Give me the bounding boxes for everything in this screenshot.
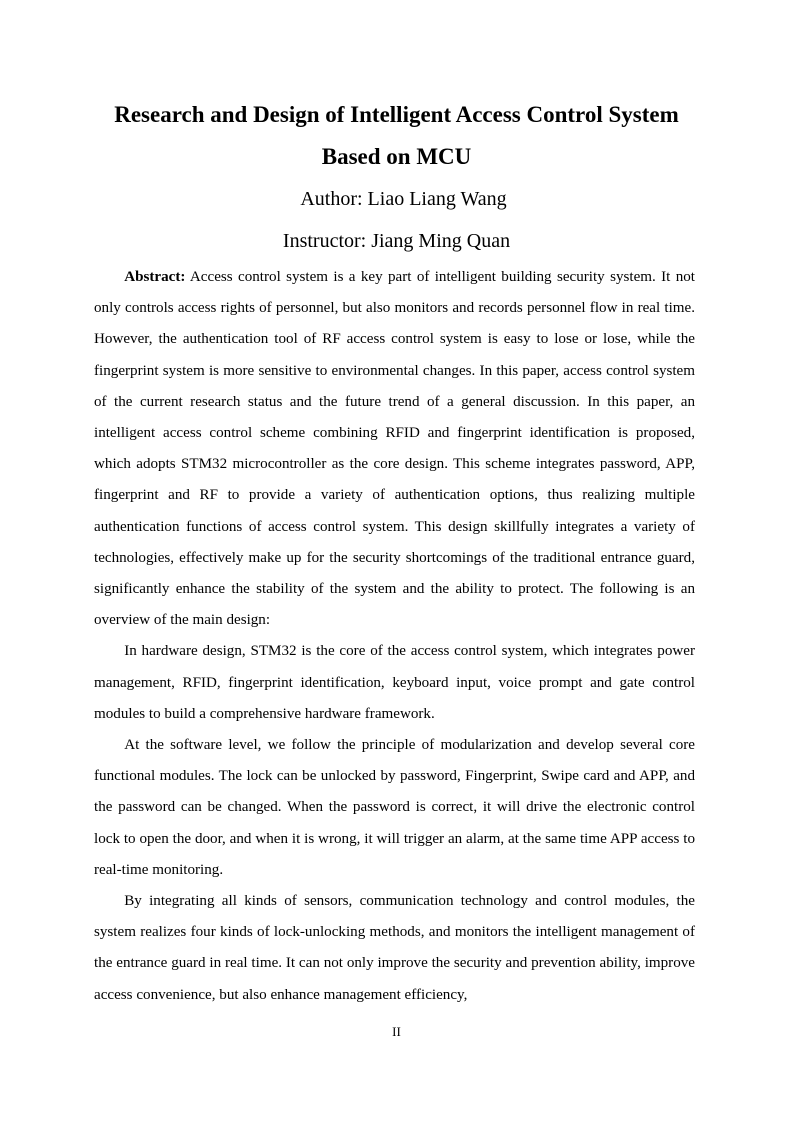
author-line: Author: Liao Liang Wang (300, 188, 507, 210)
abstract-label: Abstract: (124, 269, 186, 285)
body-text (94, 262, 695, 1011)
page-number: II (392, 1024, 401, 1039)
paragraph-hardware: In hardware design, STM32 is the core of the access control system, which integrates power management, RFID, fingerprint identification, keyboard input, voice prompt and gate control modules to build a comprehensive hardware framework. (94, 643, 695, 722)
paragraph-software: At the software level, we follow the principle of modularization and develop several core functional modules. The lock can be unlocked by password, Fingerprint, Swipe card and APP, and the password can be changed. When the password is correct, it will drive the electronic control lock to open the door, and when it is wrong, it will trigger an alarm, at the same time APP access to real-time monitoring. (94, 737, 695, 878)
title-line-2: Based on MCU (321, 144, 472, 169)
paragraph-integration: By integrating all kinds of sensors, communication technology and control modules, the system realizes four kinds of lock-unlocking methods, and monitors the intelligent management of the entrance guard in real time. It can not only improve the security and prevention ability, improve access convenience, but also enhance management efficiency, (94, 893, 695, 1003)
abstract-paragraph (94, 262, 695, 636)
abstract-text: Access control system is a key part of intelligent building security system. It not only controls access rights of personnel, but also monitors and records personnel flow in real time. However, the authentication tool of RF access control system is easy to lose or lose, while the fingerprint system is more sensitive to environmental changes. In this paper, access control system of the current research status and the future trend of a general discussion. In this paper, an intelligent access control scheme combining RFID and fingerprint identification is proposed, which adopts STM32 microcontroller as the core design. This scheme integrates password, APP, fingerprint and RF to provide a variety of authentication options, thus realizing multiple authentication functions of access control system. This design skillfully integrates a variety of technologies, effectively make up for the security shortcomings of the traditional entrance guard, significantly enhance the stability of the system and the ability to protect. The following is an overview of the main design: (94, 269, 695, 629)
title-line-1: Research and Design of Intelligent Access Control System (114, 102, 679, 127)
instructor-line: Instructor: Jiang Ming Quan (282, 230, 511, 252)
